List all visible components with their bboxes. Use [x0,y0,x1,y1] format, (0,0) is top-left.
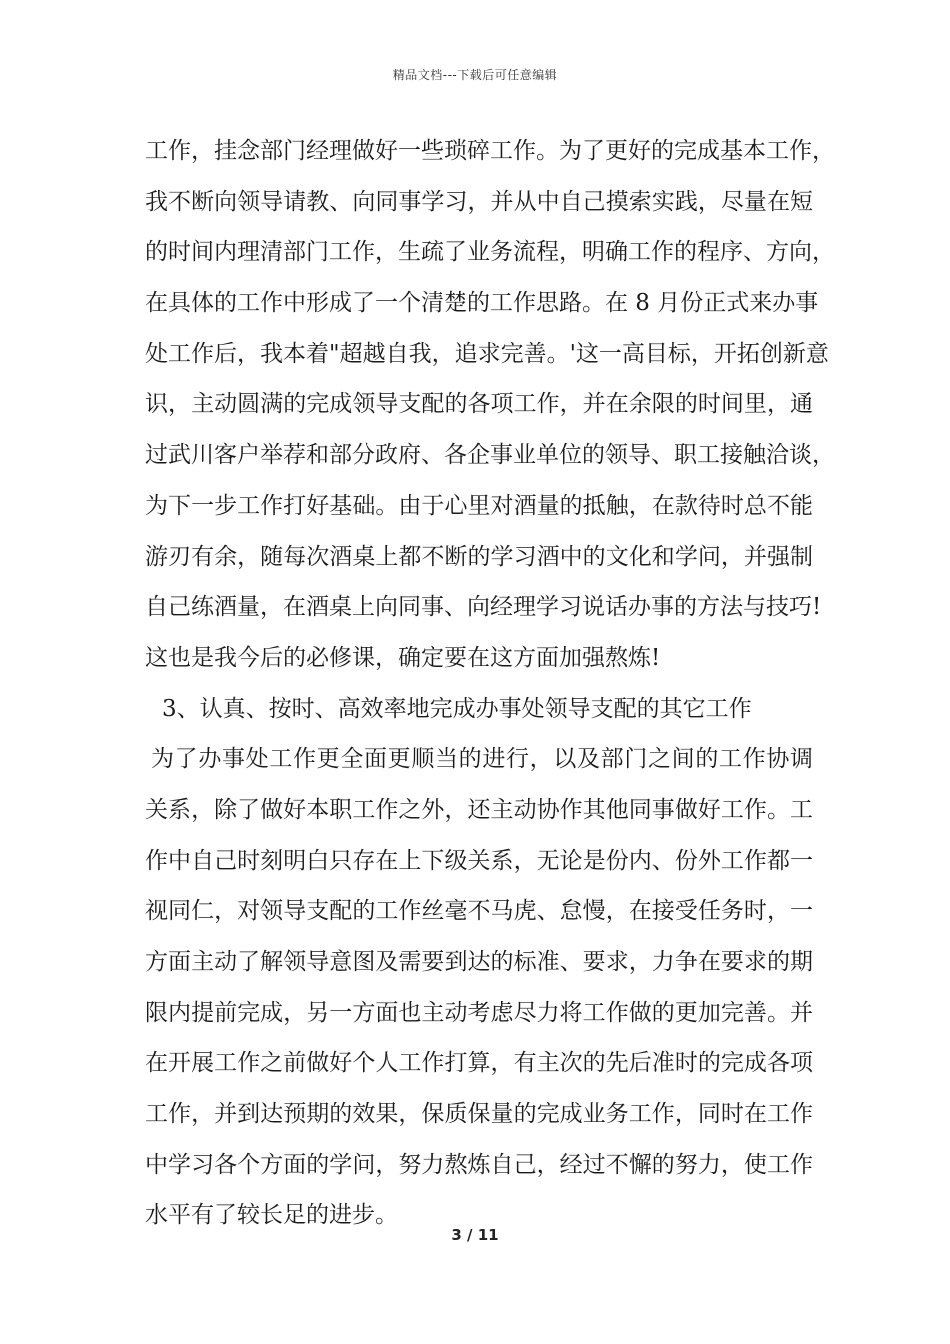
page-number: 3 / 11 [451,1226,499,1244]
body-line: 处工作后，我本着"超越自我，追求完善。'这一高目标，开拓创新意 [145,340,829,367]
document-header: 精品文档---下载后可任意编辑 [392,68,558,82]
body-line: 过武川客户举荐和部分政府、各企事业单位的领导、职工接触洽谈， [145,442,835,469]
body-line: 工作，并到达预期的效果，保质保量的完成业务工作，同时在工作 [145,1101,813,1128]
document-body [145,126,835,1241]
body-line: 识，主动圆满的完成领导支配的各项工作，并在余限的时间里，通 [145,391,813,418]
body-line: 作中自己时刻明白只存在上下级关系，无论是份内、份外工作都一 [145,847,813,874]
section-heading: 3、认真、按时、高效率地完成办事处领导支配的其它工作 [162,695,752,722]
body-line: 工作，挂念部门经理做好一些琐碎工作。为了更好的完成基本工作， [145,138,835,164]
body-line: 为下一步工作打好基础。由于心里对酒量的抵触，在款待时总不能 [145,492,813,519]
body-line: 视同仁，对领导支配的工作丝毫不马虎、怠慢，在接受任务时，一 [145,898,813,925]
body-line: 这也是我今后的必修课，确定要在这方面加强熬炼! [145,644,661,671]
body-line: 在具体的工作中形成了一个清楚的工作思路。在 8 月份正式来办事 [145,290,819,317]
body-line: 关系，除了做好本职工作之外，还主动协作其他同事做好工作。工 [145,796,813,823]
body-line: 方面主动了解领导意图及需要到达的标准、要求，力争在要求的期 [145,949,813,975]
body-line: 中学习各个方面的学问，努力熬炼自己，经过不懈的努力，使工作 [145,1151,813,1178]
body-line: 水平有了较长足的进步。 [145,1202,398,1229]
body-line: 游刃有余，随每次酒桌上都不断的学习酒中的文化和学问，并强制 [145,543,813,570]
body-line: 限内提前完成，另一方面也主动考虑尽力将工作做的更加完善。并 [145,999,813,1026]
body-line: 为了办事处工作更全面更顺当的进行，以及部门之间的工作协调 [151,746,813,773]
body-line: 我不断向领导请教、向同事学习，并从中自己摸索实践，尽量在短 [145,188,813,215]
body-line: 的时间内理清部门工作，生疏了业务流程，明确工作的程序、方向， [145,239,835,266]
body-line: 自己练酒量，在酒桌上向同事、向经理学习说话办事的方法与技巧! [145,594,822,621]
body-line: 在开展工作之前做好个人工作打算，有主次的先后准时的完成各项 [145,1050,813,1077]
